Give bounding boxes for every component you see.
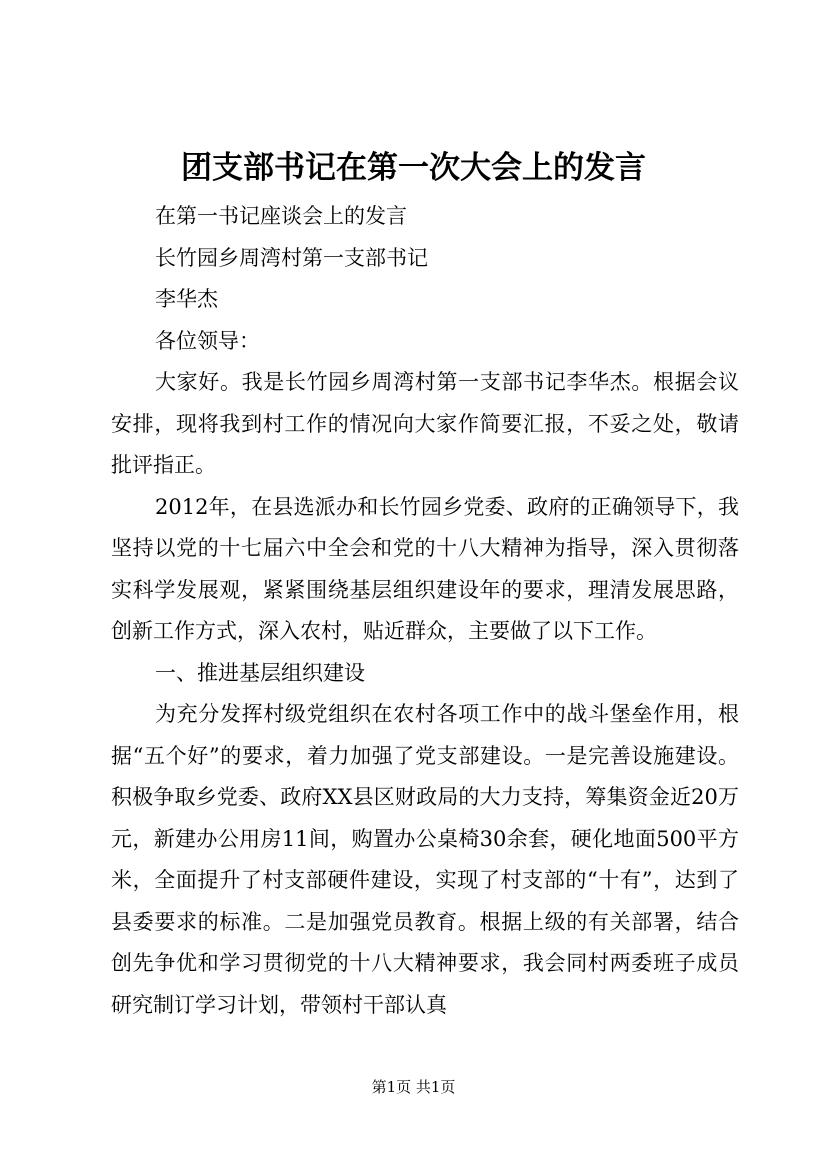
paragraph-overview: 2012年，在县选派办和长竹园乡党委、政府的正确领导下，我坚持以党的十七届六中全会和党的十八大精神为指导，深入贯彻落实科学发展观，紧紧围绕基层组织建设年的要求，理清发展思路，创新工作方式，深入农村，贴近群众，主要做了以下工作。 <box>111 494 739 643</box>
subtitle-line: 在第一书记座谈会上的发言 <box>155 204 407 228</box>
author-line: 李华杰 <box>155 287 218 311</box>
paragraph-section-one: 为充分发挥村级党组织在农村各项工作中的战斗堡垒作用，根据“五个好”的要求，着力加强了党支部建设。一是完善设施建设。积极争取乡党委、政府XX县区财政局的大力支持，筹集资金近20万元，新建办公用房11间，购置办公桌椅30余套，硬化地面500平方米，全面提升了村支部硬件建设，实现了村支部的“十有”，达到了县委要求的标准。二是加强党员教育。根据上级的有关部署，结合创先争优和学习贯彻党的十八大精神要求，我会同村两委班子成员研究制订学习计划，带领村干部认真 <box>111 702 739 1017</box>
page-footer: 第1页 共1页 <box>371 1078 456 1096</box>
salutation-line: 各位领导： <box>155 328 260 353</box>
paragraph-greeting: 大家好。我是长竹园乡周湾村第一支部书记李华杰。根据会议安排，现将我到村工作的情况向大家作简要汇报，不妥之处，敬请批评指正。 <box>111 370 739 477</box>
position-line: 长竹园乡周湾村第一支部书记 <box>155 245 428 270</box>
section-heading: 一、推进基层组织建设 <box>155 660 365 685</box>
document-body <box>111 196 739 1026</box>
document-title: 团支部书记在第一次大会上的发言 <box>181 150 646 186</box>
